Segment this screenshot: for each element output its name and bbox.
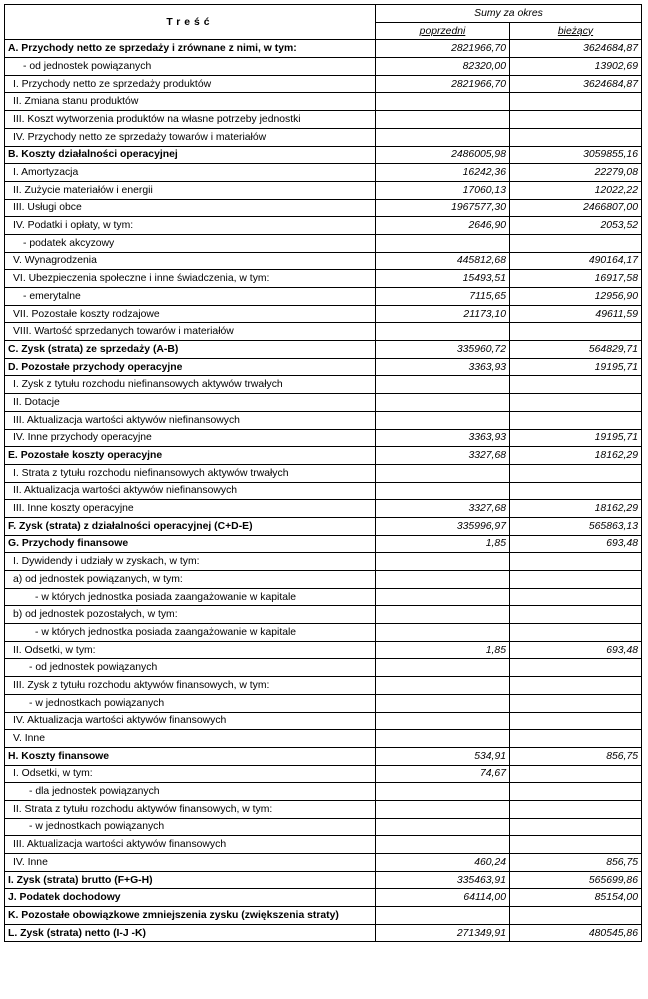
row-label: III. Usługi obce bbox=[5, 199, 376, 217]
value-previous bbox=[376, 553, 510, 571]
table-row bbox=[5, 146, 642, 164]
value-previous: 3327,68 bbox=[376, 447, 510, 465]
value-current: 693,48 bbox=[510, 641, 642, 659]
value-previous bbox=[376, 836, 510, 854]
row-label: - podatek akcyzowy bbox=[5, 234, 376, 252]
row-label: IV. Inne bbox=[5, 854, 376, 872]
value-current bbox=[510, 800, 642, 818]
value-current bbox=[510, 411, 642, 429]
value-previous bbox=[376, 93, 510, 111]
row-label: J. Podatek dochodowy bbox=[5, 889, 376, 907]
table-row bbox=[5, 358, 642, 376]
row-label: VIII. Wartość sprzedanych towarów i materiałów bbox=[5, 323, 376, 341]
table-row bbox=[5, 818, 642, 836]
table-row bbox=[5, 75, 642, 93]
value-previous: 64114,00 bbox=[376, 889, 510, 907]
value-previous: 2821966,70 bbox=[376, 75, 510, 93]
value-current: 490164,17 bbox=[510, 252, 642, 270]
table-row bbox=[5, 270, 642, 288]
table-row bbox=[5, 40, 642, 58]
table-row bbox=[5, 234, 642, 252]
value-current bbox=[510, 765, 642, 783]
value-previous: 335960,72 bbox=[376, 341, 510, 359]
table-row bbox=[5, 836, 642, 854]
table-row bbox=[5, 217, 642, 235]
value-previous bbox=[376, 323, 510, 341]
value-current bbox=[510, 836, 642, 854]
value-current: 564829,71 bbox=[510, 341, 642, 359]
value-previous bbox=[376, 482, 510, 500]
row-label: IV. Przychody netto ze sprzedaży towarów i materiałów bbox=[5, 128, 376, 146]
value-current bbox=[510, 588, 642, 606]
row-label: III. Koszt wytworzenia produktów na własne potrzeby jednostki bbox=[5, 111, 376, 129]
value-previous: 2486005,98 bbox=[376, 146, 510, 164]
table-row bbox=[5, 871, 642, 889]
value-previous: 3363,93 bbox=[376, 429, 510, 447]
value-current bbox=[510, 694, 642, 712]
value-previous bbox=[376, 571, 510, 589]
table-row bbox=[5, 376, 642, 394]
value-previous: 335463,91 bbox=[376, 871, 510, 889]
row-label: II. Dotacje bbox=[5, 394, 376, 412]
table-row bbox=[5, 323, 642, 341]
value-previous bbox=[376, 659, 510, 677]
table-row bbox=[5, 341, 642, 359]
row-label: IV. Inne przychody operacyjne bbox=[5, 429, 376, 447]
table-row bbox=[5, 677, 642, 695]
table-row bbox=[5, 288, 642, 306]
value-previous: 7115,65 bbox=[376, 288, 510, 306]
value-previous: 534,91 bbox=[376, 747, 510, 765]
value-previous bbox=[376, 712, 510, 730]
row-label: a) od jednostek powiązanych, w tym: bbox=[5, 571, 376, 589]
value-current: 856,75 bbox=[510, 747, 642, 765]
value-current bbox=[510, 659, 642, 677]
row-label: - od jednostek powiązanych bbox=[5, 659, 376, 677]
value-current: 22279,08 bbox=[510, 164, 642, 182]
table-row bbox=[5, 765, 642, 783]
value-previous: 16242,36 bbox=[376, 164, 510, 182]
row-label: - w jednostkach powiązanych bbox=[5, 818, 376, 836]
row-label: H. Koszty finansowe bbox=[5, 747, 376, 765]
value-previous: 82320,00 bbox=[376, 58, 510, 76]
value-current bbox=[510, 624, 642, 642]
column-header-period-sums: Sumy za okres bbox=[376, 5, 642, 23]
table-row bbox=[5, 854, 642, 872]
value-previous bbox=[376, 800, 510, 818]
row-label: VI. Ubezpieczenia społeczne i inne świadczenia, w tym: bbox=[5, 270, 376, 288]
value-current: 3624684,87 bbox=[510, 75, 642, 93]
table-row bbox=[5, 535, 642, 553]
row-label: V. Inne bbox=[5, 730, 376, 748]
value-current: 565699,86 bbox=[510, 871, 642, 889]
table-row bbox=[5, 783, 642, 801]
row-label: I. Przychody netto ze sprzedaży produktów bbox=[5, 75, 376, 93]
table-row bbox=[5, 411, 642, 429]
table-row bbox=[5, 128, 642, 146]
table-row bbox=[5, 429, 642, 447]
value-previous bbox=[376, 624, 510, 642]
value-previous: 15493,51 bbox=[376, 270, 510, 288]
table-row bbox=[5, 747, 642, 765]
value-current: 480545,86 bbox=[510, 924, 642, 942]
value-current: 565863,13 bbox=[510, 517, 642, 535]
row-label: B. Koszty działalności operacyjnej bbox=[5, 146, 376, 164]
value-current bbox=[510, 818, 642, 836]
value-previous bbox=[376, 588, 510, 606]
value-previous bbox=[376, 730, 510, 748]
row-label: II. Strata z tytułu rozchodu aktywów finansowych, w tym: bbox=[5, 800, 376, 818]
value-current bbox=[510, 783, 642, 801]
row-label: G. Przychody finansowe bbox=[5, 535, 376, 553]
value-current bbox=[510, 111, 642, 129]
value-current bbox=[510, 677, 642, 695]
row-label: II. Zużycie materiałów i energii bbox=[5, 181, 376, 199]
table-row bbox=[5, 571, 642, 589]
row-label: III. Aktualizacja wartości aktywów finansowych bbox=[5, 836, 376, 854]
table-row bbox=[5, 305, 642, 323]
table-row bbox=[5, 553, 642, 571]
row-label: I. Dywidendy i udziały w zyskach, w tym: bbox=[5, 553, 376, 571]
table-row bbox=[5, 694, 642, 712]
column-header-content: Treść bbox=[5, 5, 376, 40]
row-label: V. Wynagrodzenia bbox=[5, 252, 376, 270]
table-row bbox=[5, 93, 642, 111]
table-row bbox=[5, 907, 642, 925]
table-row bbox=[5, 588, 642, 606]
table-row bbox=[5, 800, 642, 818]
table-row bbox=[5, 482, 642, 500]
row-label: III. Zysk z tytułu rozchodu aktywów finansowych, w tym: bbox=[5, 677, 376, 695]
value-previous bbox=[376, 677, 510, 695]
value-current bbox=[510, 553, 642, 571]
value-current: 12956,90 bbox=[510, 288, 642, 306]
table-row bbox=[5, 111, 642, 129]
value-previous: 17060,13 bbox=[376, 181, 510, 199]
value-current: 2466807,00 bbox=[510, 199, 642, 217]
value-previous: 445812,68 bbox=[376, 252, 510, 270]
row-label: - w jednostkach powiązanych bbox=[5, 694, 376, 712]
value-previous: 271349,91 bbox=[376, 924, 510, 942]
table-row bbox=[5, 517, 642, 535]
value-previous: 2646,90 bbox=[376, 217, 510, 235]
value-previous bbox=[376, 783, 510, 801]
value-current: 49611,59 bbox=[510, 305, 642, 323]
row-label: K. Pozostałe obowiązkowe zmniejszenia zysku (zwiększenia straty) bbox=[5, 907, 376, 925]
row-label: I. Odsetki, w tym: bbox=[5, 765, 376, 783]
value-previous: 1967577,30 bbox=[376, 199, 510, 217]
value-previous bbox=[376, 907, 510, 925]
profit-loss-table bbox=[4, 4, 642, 942]
value-previous: 74,67 bbox=[376, 765, 510, 783]
row-label: L. Zysk (strata) netto (I-J -K) bbox=[5, 924, 376, 942]
value-previous bbox=[376, 234, 510, 252]
row-label: I. Zysk (strata) brutto (F+G-H) bbox=[5, 871, 376, 889]
row-label: III. Inne koszty operacyjne bbox=[5, 500, 376, 518]
value-current bbox=[510, 907, 642, 925]
value-previous: 1,85 bbox=[376, 641, 510, 659]
row-label: C. Zysk (strata) ze sprzedaży (A-B) bbox=[5, 341, 376, 359]
table-row bbox=[5, 500, 642, 518]
value-previous: 335996,97 bbox=[376, 517, 510, 535]
value-previous: 3327,68 bbox=[376, 500, 510, 518]
column-header-current: bieżący bbox=[510, 22, 642, 40]
value-current: 13902,69 bbox=[510, 58, 642, 76]
row-label: E. Pozostałe koszty operacyjne bbox=[5, 447, 376, 465]
row-label: - od jednostek powiązanych bbox=[5, 58, 376, 76]
value-previous: 2821966,70 bbox=[376, 40, 510, 58]
value-current: 18162,29 bbox=[510, 500, 642, 518]
table-row bbox=[5, 447, 642, 465]
table-row bbox=[5, 659, 642, 677]
row-label: F. Zysk (strata) z działalności operacyjnej (C+D-E) bbox=[5, 517, 376, 535]
row-label: - dla jednostek powiązanych bbox=[5, 783, 376, 801]
value-current bbox=[510, 606, 642, 624]
value-previous bbox=[376, 376, 510, 394]
row-label: - w których jednostka posiada zaangażowanie w kapitale bbox=[5, 588, 376, 606]
value-current: 856,75 bbox=[510, 854, 642, 872]
table-row bbox=[5, 712, 642, 730]
value-current: 3624684,87 bbox=[510, 40, 642, 58]
value-current: 3059855,16 bbox=[510, 146, 642, 164]
value-current bbox=[510, 394, 642, 412]
table-header-row bbox=[5, 5, 642, 23]
table-row bbox=[5, 924, 642, 942]
value-previous bbox=[376, 606, 510, 624]
row-label: II. Aktualizacja wartości aktywów niefinansowych bbox=[5, 482, 376, 500]
row-label: A. Przychody netto ze sprzedaży i zrównane z nimi, w tym: bbox=[5, 40, 376, 58]
value-previous bbox=[376, 818, 510, 836]
row-label: II. Zmiana stanu produktów bbox=[5, 93, 376, 111]
value-previous bbox=[376, 111, 510, 129]
value-current bbox=[510, 323, 642, 341]
value-previous bbox=[376, 694, 510, 712]
value-previous bbox=[376, 464, 510, 482]
table-row bbox=[5, 58, 642, 76]
value-current: 16917,58 bbox=[510, 270, 642, 288]
value-current bbox=[510, 482, 642, 500]
row-label: II. Odsetki, w tym: bbox=[5, 641, 376, 659]
value-previous bbox=[376, 394, 510, 412]
value-current: 19195,71 bbox=[510, 358, 642, 376]
row-label: b) od jednostek pozostałych, w tym: bbox=[5, 606, 376, 624]
row-label: IV. Aktualizacja wartości aktywów finansowych bbox=[5, 712, 376, 730]
row-label: I. Strata z tytułu rozchodu niefinansowych aktywów trwałych bbox=[5, 464, 376, 482]
row-label: I. Amortyzacja bbox=[5, 164, 376, 182]
value-current: 85154,00 bbox=[510, 889, 642, 907]
table-row bbox=[5, 641, 642, 659]
value-current bbox=[510, 730, 642, 748]
table-row bbox=[5, 199, 642, 217]
table-row bbox=[5, 252, 642, 270]
row-label: I. Zysk z tytułu rozchodu niefinansowych aktywów trwałych bbox=[5, 376, 376, 394]
value-current bbox=[510, 464, 642, 482]
row-label: III. Aktualizacja wartości aktywów niefinansowych bbox=[5, 411, 376, 429]
value-previous: 21173,10 bbox=[376, 305, 510, 323]
value-current bbox=[510, 93, 642, 111]
column-header-previous: poprzedni bbox=[376, 22, 510, 40]
row-label: - w których jednostka posiada zaangażowanie w kapitale bbox=[5, 624, 376, 642]
value-current: 19195,71 bbox=[510, 429, 642, 447]
table-row bbox=[5, 624, 642, 642]
value-current: 2053,52 bbox=[510, 217, 642, 235]
value-previous bbox=[376, 411, 510, 429]
value-current bbox=[510, 571, 642, 589]
value-previous bbox=[376, 128, 510, 146]
row-label: IV. Podatki i opłaty, w tym: bbox=[5, 217, 376, 235]
table-row bbox=[5, 730, 642, 748]
value-current bbox=[510, 234, 642, 252]
row-label: VII. Pozostałe koszty rodzajowe bbox=[5, 305, 376, 323]
value-previous: 1,85 bbox=[376, 535, 510, 553]
value-current: 693,48 bbox=[510, 535, 642, 553]
row-label: D. Pozostałe przychody operacyjne bbox=[5, 358, 376, 376]
value-current bbox=[510, 376, 642, 394]
value-current: 12022,22 bbox=[510, 181, 642, 199]
table-row bbox=[5, 394, 642, 412]
value-current: 18162,29 bbox=[510, 447, 642, 465]
table-row bbox=[5, 606, 642, 624]
value-previous: 460,24 bbox=[376, 854, 510, 872]
row-label: - emerytalne bbox=[5, 288, 376, 306]
value-current bbox=[510, 128, 642, 146]
table-row bbox=[5, 889, 642, 907]
value-current bbox=[510, 712, 642, 730]
table-row bbox=[5, 164, 642, 182]
table-row bbox=[5, 464, 642, 482]
table-row bbox=[5, 181, 642, 199]
value-previous: 3363,93 bbox=[376, 358, 510, 376]
